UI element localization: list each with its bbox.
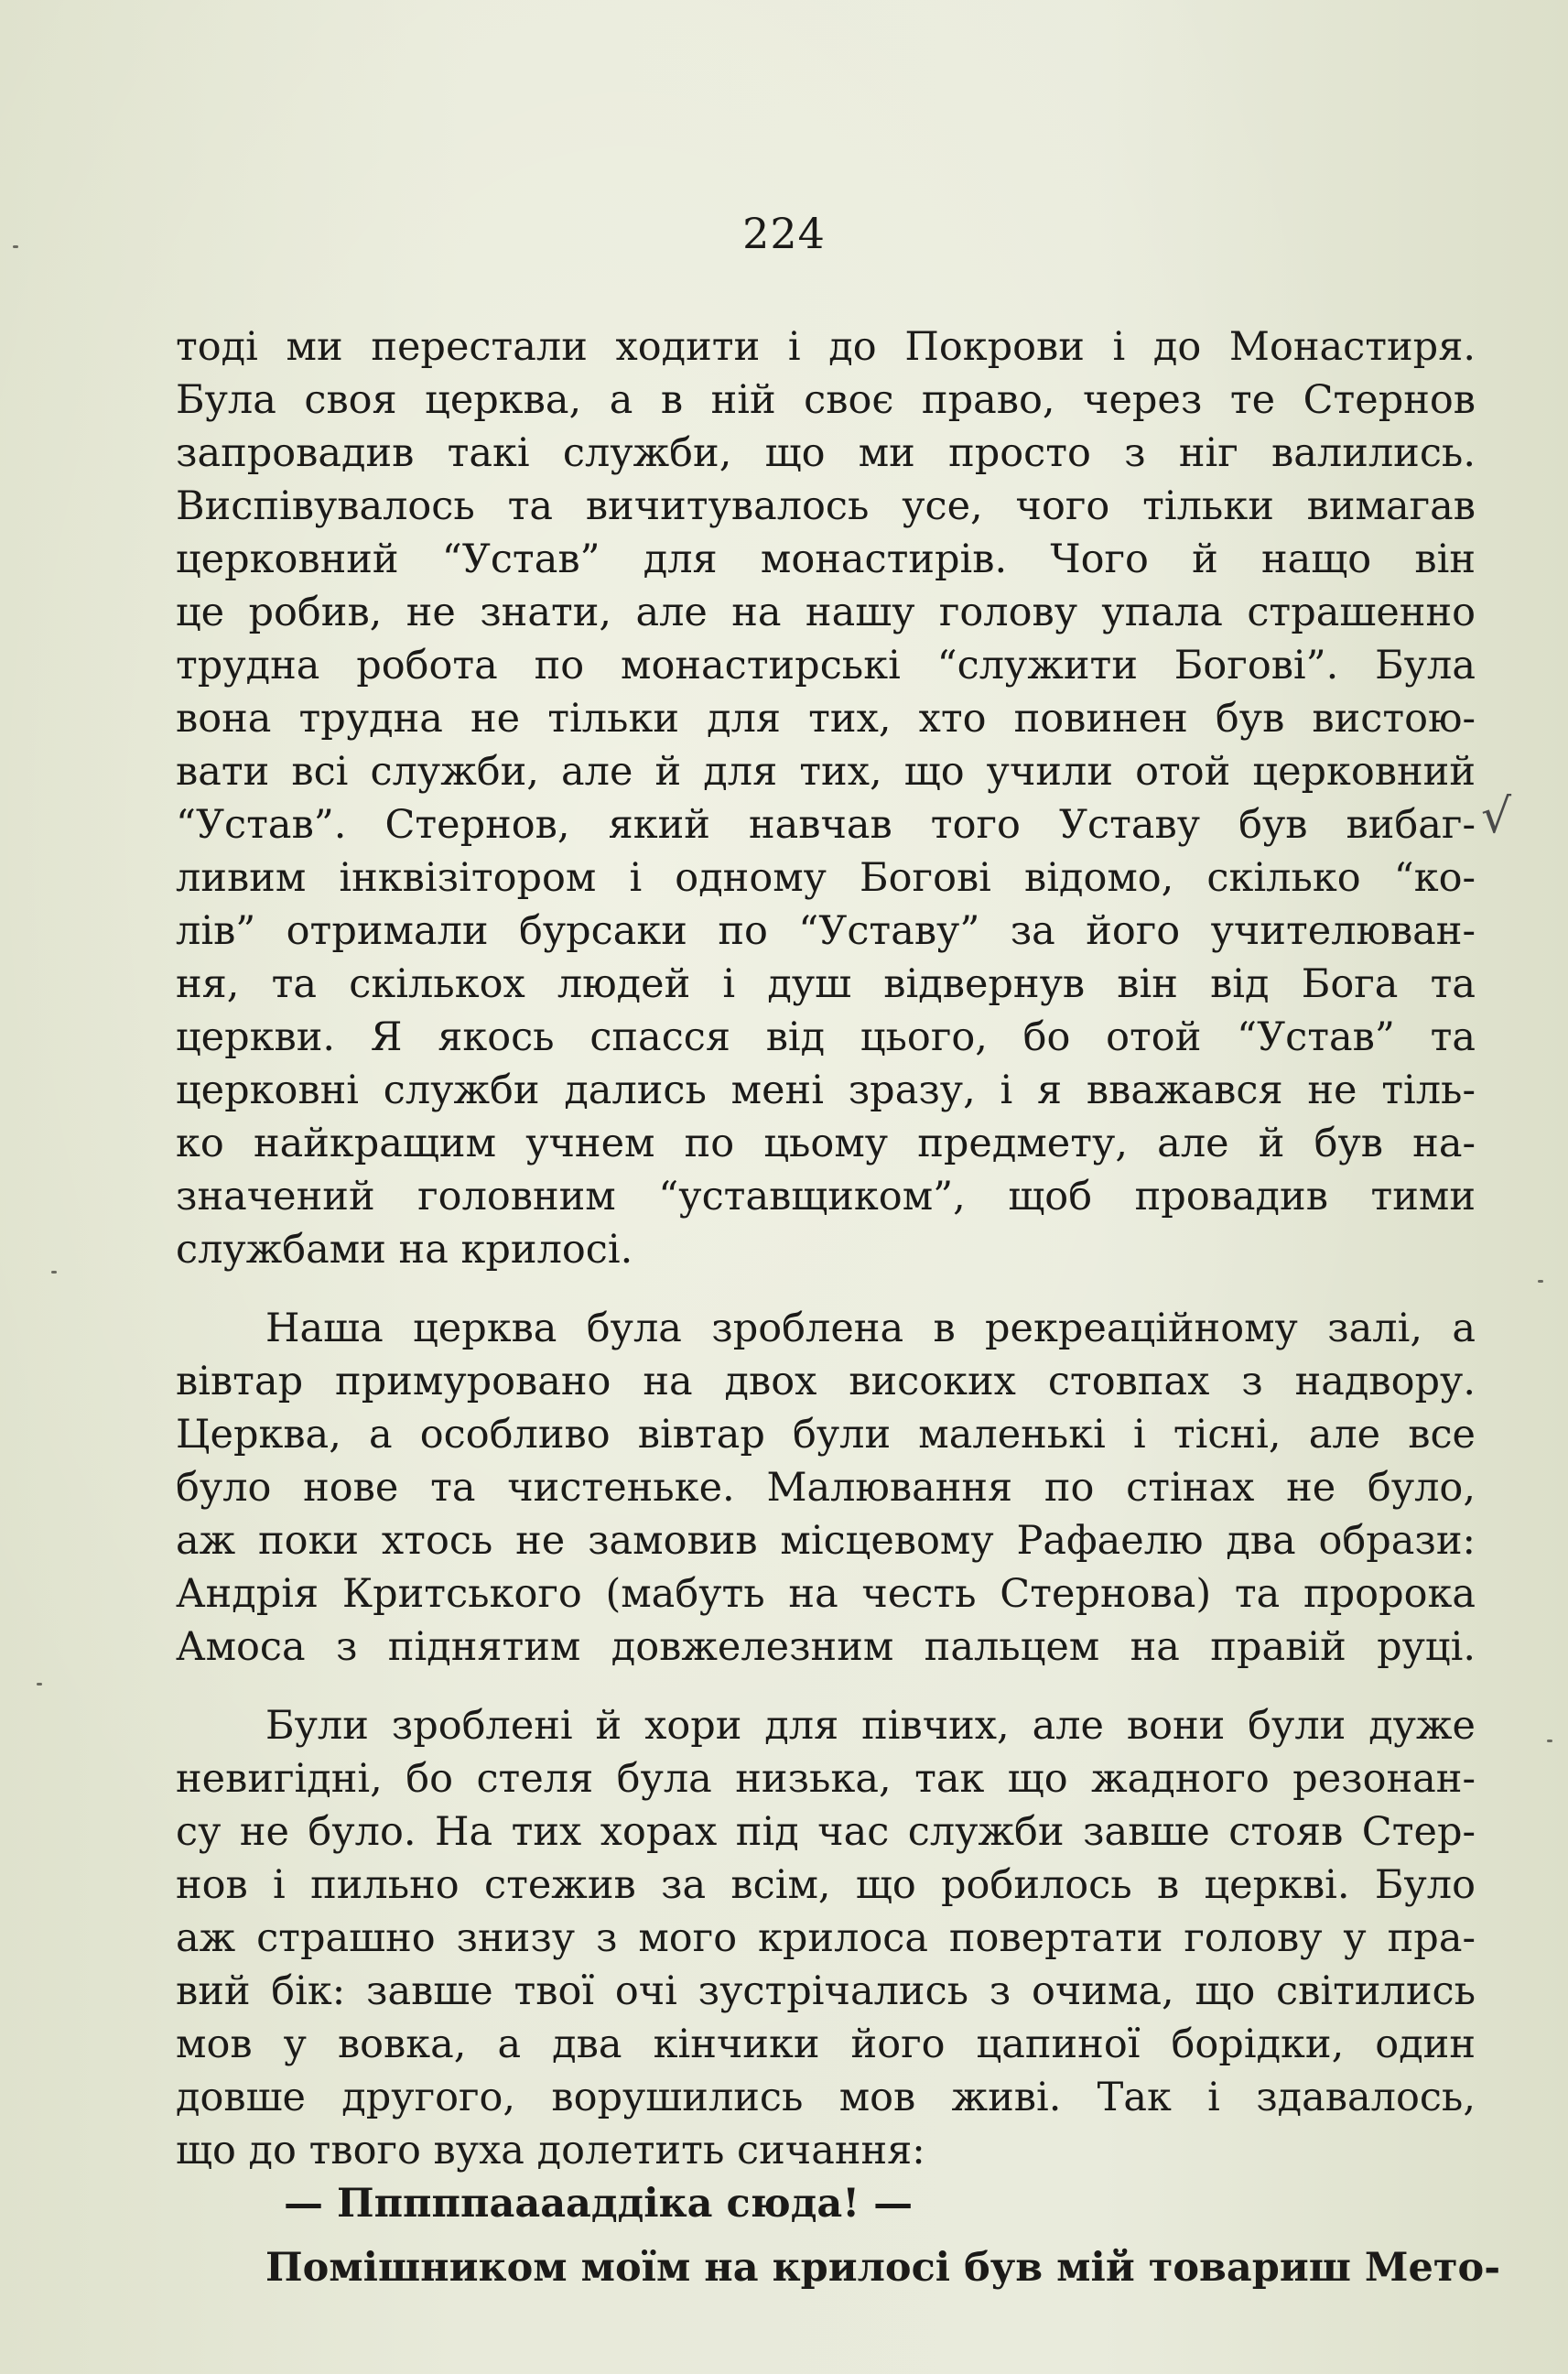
text-line: ко найкращим учнем по цьому предмету, але й був на- xyxy=(176,1121,1476,1166)
text-line: мов у вовка, а два кінчики його цапиної борідки, один xyxy=(176,2022,1476,2067)
paragraph-gap xyxy=(176,1674,1476,1699)
text-line: тоді ми перестали ходити і до Покрови і до Монастиря. xyxy=(176,324,1476,370)
text-line: вати всі служби, але й для тих, що учили отой церковний xyxy=(176,749,1476,795)
text-line: невигідні, бо стеля була низька, так що жадного резонан- xyxy=(176,1756,1476,1802)
text-line: лів” отримали бурсаки по “Уставу” за його учителюван- xyxy=(176,908,1476,954)
paragraph-2 xyxy=(176,1302,1476,1674)
paper-speck xyxy=(37,1683,42,1686)
text-line: вівтар примуровано на двох високих стовпах з надвору. xyxy=(176,1359,1476,1404)
pencil-check-mark: √ xyxy=(1481,789,1512,844)
text-line: службами на крилосі. xyxy=(176,1227,633,1273)
page-number: 224 xyxy=(742,209,826,258)
text-line: церкви. Я якось спасся від цього, бо отой “Устав” та xyxy=(176,1014,1476,1060)
text-line: довше другого, ворушились мов живі. Так і здавалось, xyxy=(176,2075,1476,2120)
paragraph-gap xyxy=(176,2230,1476,2241)
paper-speck xyxy=(13,245,18,248)
text-line: Була своя церква, а в ній своє право, через те Стернов xyxy=(176,377,1476,423)
text-line: церковні служби дались мені зразу, і я вважався не тіль- xyxy=(176,1068,1476,1113)
text-line: трудна робота по монастирські “служити Богові”. Була xyxy=(176,643,1476,688)
paragraph-gap xyxy=(176,1276,1476,1302)
dialogue-line: — Пппппааааддіка сюда! — xyxy=(284,2181,914,2227)
text-line: це робив, не знати, але на нашу голову упала страшенно xyxy=(176,590,1476,635)
text-line: вона трудна не тільки для тих, хто повинен був вистою- xyxy=(176,696,1476,742)
text-line: аж поки хтось не замовив місцевому Рафаелю два образи: xyxy=(176,1518,1476,1564)
text-line: Наша церква була зроблена в рекреаційному залі, а xyxy=(265,1306,1476,1351)
text-line: “Устав”. Стернов, який навчав того Уставу був вибаг- xyxy=(176,802,1476,848)
paragraph-1 xyxy=(176,320,1476,1276)
paragraph-3 xyxy=(176,1699,1476,2177)
text-line: ня, та скількох людей і душ відвернув він від Бога та xyxy=(176,961,1476,1007)
text-line: Андрія Критського (мабуть на честь Стернова) та пророка xyxy=(176,1571,1476,1617)
text-line: аж страшно знизу з мого крилоса повертати голову у пра- xyxy=(176,1915,1476,1961)
text-line: Церква, а особливо вівтар були маленькі і тісні, але все xyxy=(176,1412,1476,1458)
body-text xyxy=(176,320,1501,2294)
text-line: запровадив такі служби, що ми просто з ніг валились. xyxy=(176,430,1476,476)
paper-speck xyxy=(1538,1280,1543,1283)
text-line: су не було. На тих хорах під час служби завше стояв Стер- xyxy=(176,1809,1476,1855)
text-line: церковний “Устав” для монастирів. Чого й нащо він xyxy=(176,537,1476,582)
paper-speck xyxy=(51,1271,57,1274)
text-line: Виспівувалось та вичитувалось усе, чого тільки вимагав xyxy=(176,483,1476,529)
text-line: Були зроблені й хори для півчих, але вони були дуже xyxy=(265,1703,1476,1749)
text-line: Помішником моїм на крилосі був мій товариш Мето- xyxy=(265,2245,1501,2291)
text-line: було нове та чистеньке. Малювання по стінах не було, xyxy=(176,1465,1476,1511)
text-line: вий бік: завше твої очі зустрічались з очима, що світились xyxy=(176,1968,1476,2014)
text-line: значений головним “уставщиком”, щоб провадив тими xyxy=(176,1174,1476,1220)
text-line: ливим інквізітором і одному Богові відомо, скілько “ко- xyxy=(176,855,1476,901)
text-line: що до твого вуха долетить сичання: xyxy=(176,2128,925,2173)
text-line: нов і пильно стежив за всім, що робилось в церкві. Було xyxy=(176,1862,1476,1908)
text-line: Амоса з піднятим довжелезним пальцем на правій руці. xyxy=(176,1624,1476,1670)
paper-speck xyxy=(1547,1740,1552,1742)
